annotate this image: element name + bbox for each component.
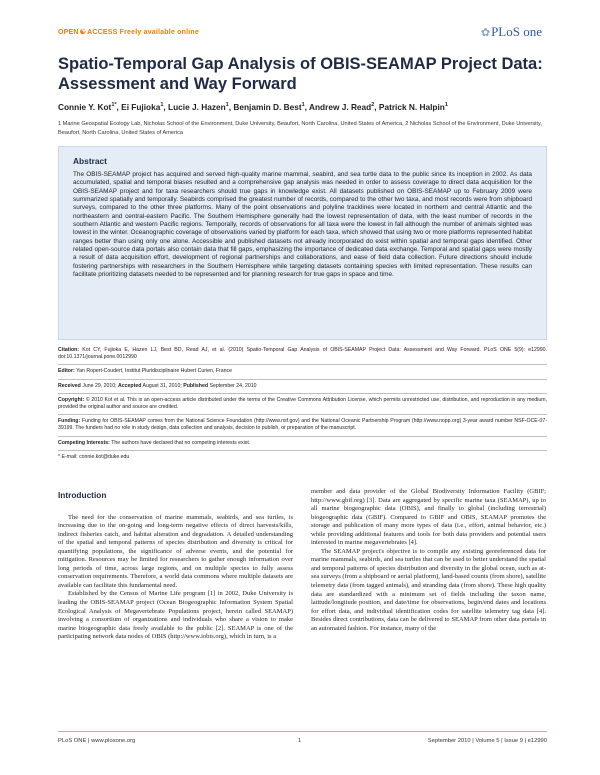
- email-address[interactable]: connie.kot@duke.edu: [79, 453, 130, 460]
- footer-journal-name: PLoS ONE: [58, 738, 87, 744]
- footer-journal: [58, 738, 135, 744]
- meta-divider: [58, 450, 547, 451]
- funding: [58, 418, 547, 432]
- author-list: Connie Y. Kot$^{1*}$, Ei Fujioka$^1$, Lucie J. Hazen$^1$, Benjamin D. Best$^1$, Andrew J. Read$^2$, Patrick N. Halpin$^1$: [58, 102, 448, 112]
- author-affiliation-marker: 2: [371, 102, 375, 109]
- body-paragraph: The SEAMAP project's objective is to compile any existing georeferenced data for marine mammals, seabirds, and sea turtles that can be used to better understand the spatial and temporal patterns of species distribution and diversity in the global ocean, such as at-sea surveys (from a shipboard or aerial platform), land-based counts (from shore), satellite telemetry data (from tagged animals), and stranding data (from shore). These high quality data are standardized with a minimum set of fields including the taxon name, latitude/longitude position, and date/time for observations, begin/end dates and locations for effort data, and individual identification codes for satellite telemetry tag data [4]. Besides direct contributions, data can be delivered to SEAMAP from other data portals in an automated fashion. For instance, many of the: [311, 547, 547, 632]
- abstract-text: The OBIS-SEAMAP project has acquired and served high-quality marine mammal, seabird, and sea turtle data to the public since its inception in 2002. As data accumulated, spatial and temporal biases resulted and a comprehensive gap analysis was needed in order to assess coverage to direct data acquisition for the OBIS-SEAMAP project and for taxa researchers should true gaps in knowledge exist. All datasets published on OBIS-SEAMAP up to February 2009 were summarized spatially and temporally. Seabirds comprised the greatest number of records, compared to the other two taxa, and most records were from shipboard surveys, compared to the other three platforms. Many of the point observations and polyline tracklines were located in northern and central Atlantic and the northeastern and central-eastern Pacific. The Southern Hemisphere generally had the lowest representation of data, with the least number of records in the southern Atlantic and western Pacific regions. Temporally, records of observations for all taxa were the lowest in fall although the number of animals sighted was lowest in the winter. Oceanographic coverage of observations varied by platform for each taxa, which showed that using two or more platforms represented habitat ranges better than using only one alone. Accessible and published datasets not already incorporated do exist within spatial and temporal gaps identified. Other related open-source data portals also contain data that fill gaps, emphasizing the importance of dedicated data exchange. Temporal and spatial gaps were mostly a result of data acquisition effort, development of regional partnerships and collaborations, and ease of field data collection. Future directions should include fostering partnerships with researchers in the Southern Hemisphere while targeting datasets containing species with limited representation. These results can facilitate prioritizing datasets needed to be represented and for planning research for true gaps in space and time.: [73, 171, 532, 279]
- funding-text: Funding for OBIS-SEAMAP comes from the National Science Foundation (http://www.nsf.gov) and the National Oceanic Partnership Program (http://www.nopp.org) 3-year award number NSF-OCE-07-39199. The funders had no role in study design, data collection and analysis, decision to publish, or preparation of the manuscript.: [58, 418, 547, 432]
- meta-divider: [58, 393, 547, 394]
- received-label: Received: [58, 382, 81, 389]
- body-paragraph: The need for the conservation of marine mammals, seabirds, and sea turtles, is increasing due to the on-going and long-term negative effects of direct harvests/kills, indirect fisheries catch, and habitat alteration and degradation. A detailed understanding of the spatial and temporal patterns of species distribution and diversity is critical for quantifying populations, the significance of adverse events, and the potential for mitigation. Resources may be limited for researchers to gather enough information over long periods of time, across large regions, and on multiple species to fully assess conservation requirements. Therefore, a world data commons where multiple datasets are available can facilitate this fundamental need.: [58, 513, 293, 589]
- accepted-date: August 31, 2010;: [142, 382, 182, 389]
- email: [58, 454, 547, 461]
- author-affiliation-marker: 1: [444, 102, 448, 109]
- copyright-label: Copyright:: [58, 396, 85, 403]
- plos-logo-icon: ✿: [480, 27, 491, 39]
- published-label: Published: [183, 382, 209, 389]
- journal-logo-text: PLoS one: [491, 24, 542, 39]
- citation-text: Kot CY, Fujioka E, Hazen LJ, Best BD, Read AJ, et al. (2010) Spatio-Temporal Gap Analysis of OBIS-SEAMAP Project Data: Assessment and Way Forward. PLoS ONE 5(9): e12990. doi:10.1371/journal.pone.0012990: [58, 347, 547, 361]
- dates: [58, 383, 547, 390]
- author-name: Patrick N. Halpin: [378, 102, 445, 112]
- open-lock-icon: ☯: [79, 29, 87, 36]
- body-paragraph: member and data provider of the Global Biodiversity Information Facility (GBIF; http://www.gbif.org) [3]. Data are aggregated by specific marine taxa (SEAMAP), up to all marine biogeographic data (OBIS), and finally to global (including terrestrial) biogeographic data (GBIF). Compared to GBIF and OBIS, SEAMAP promotes the storage and publication of many more types of data (i.e., effort, animal behavior, etc.) while providing additional features and tools for both data providers and potential users interested in marine megavertebrates [4].: [311, 488, 546, 547]
- received-date: June 29, 2010;: [82, 382, 117, 389]
- page-header: [58, 26, 542, 40]
- competing-text: The authors have declared that no competing interests exist.: [111, 439, 251, 446]
- citation-label: Citation:: [58, 347, 80, 353]
- article-title: Spatio-Temporal Gap Analysis of OBIS-SEAMAP Project Data: Assessment and Way Forward: [58, 55, 543, 93]
- footer-issue: September 2010 | Volume 5 | Issue 9 | e12990: [427, 738, 547, 744]
- citation: [58, 347, 547, 361]
- meta-divider: [58, 364, 547, 365]
- article-metadata: [58, 347, 547, 464]
- footer-url[interactable]: www.plosone.org: [91, 738, 136, 744]
- body-paragraph: Established by the Census of Marine Life program [1] in 2002, Duke University is leading the OBIS-SEAMAP project (Ocean Biogeographic Information System Spatial Ecological Analysis of Megavertebrate Populations project, herein called SEAMAP) involving a consortium of organizations and individuals who share a vision to make marine biogeographic data freely available to the public [2]. SEAMAP is one of the participating network data nodes of OBIS (http://www.iobis.org), which in turn, is a: [58, 590, 293, 641]
- competing-interests: [58, 440, 547, 447]
- open-access-text: Freely available online: [119, 29, 199, 36]
- left-column: [58, 488, 293, 642]
- funding-label: Funding:: [58, 418, 81, 425]
- author-name: Benjamin D. Best: [233, 102, 302, 112]
- introduction-heading: Introduction: [58, 490, 107, 500]
- page-number: 1: [298, 738, 302, 744]
- meta-divider: [58, 379, 547, 380]
- author-affiliation-marker: 1: [301, 102, 305, 109]
- page-footer: [58, 731, 547, 743]
- editor-label: Editor:: [58, 368, 75, 375]
- meta-divider: [58, 436, 547, 437]
- competing-label: Competing Interests:: [58, 439, 110, 446]
- author-affiliation-marker: 1*: [111, 102, 117, 109]
- meta-divider: [58, 414, 547, 415]
- email-label: * E-mail:: [58, 453, 78, 460]
- open-access-label: [58, 28, 199, 36]
- accepted-label: Accepted: [118, 382, 142, 389]
- journal-logo: [481, 24, 542, 40]
- editor: [58, 368, 547, 375]
- footer-separator: |: [87, 738, 92, 744]
- published-date: September 24, 2010: [209, 382, 257, 389]
- abstract-box: [58, 146, 547, 340]
- right-column: [311, 488, 546, 633]
- author-affiliation-marker: 1: [225, 102, 229, 109]
- author-name: Andrew J. Read: [308, 102, 372, 112]
- author-name: Connie Y. Kot: [58, 102, 112, 112]
- editor-text: Yan Ropert-Coudert, Institut Pluridisciplinaire Hubert Curien, France: [76, 368, 232, 375]
- open-access-word: ACCESS: [87, 29, 118, 36]
- author-name: Lucie J. Hazen: [168, 102, 226, 112]
- copyright: [58, 397, 547, 411]
- author-affiliation-marker: 1: [160, 102, 164, 109]
- abstract-heading: Abstract: [73, 156, 107, 166]
- author-name: Ei Fujioka: [121, 102, 161, 112]
- open-access-prefix: OPEN: [58, 29, 79, 36]
- affiliations: 1 Marine Geospatial Ecology Lab, Nicholas School of the Environment, Duke University, Beaufort, North Carolina, United States of America, 2 Nicholas School of the Environment, Duke University, Beaufort, North Carolina, United States of America: [58, 121, 542, 136]
- copyright-text: © 2010 Kot et al. This is an open-access article distributed under the terms of the Creative Commons Attribution License, which permits unrestricted use, distribution, and reproduction in any medium, provided the original author and source are credited.: [58, 396, 547, 411]
